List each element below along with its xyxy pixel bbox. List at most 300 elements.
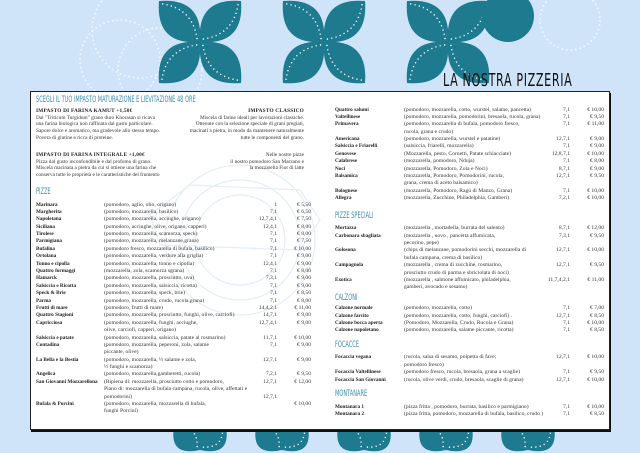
item-price: € 9,50 (590, 262, 604, 269)
item-allergens: 7,3,1 (558, 232, 570, 239)
item-description: pecorino, pepe) (404, 239, 439, 246)
item-description: grana, crema di aceto balsamico) (404, 180, 478, 187)
menu-item (36, 371, 311, 378)
item-description: (mozzarella , salmone affumicato, philadelphia, (404, 276, 511, 283)
item-price: € 8,00 (297, 268, 311, 275)
item-price: € 7,00 (590, 305, 604, 312)
item-price: € 10,00 (587, 150, 604, 157)
item-allergens: 7,1 (270, 268, 277, 275)
item-price: € 10,00 (587, 106, 604, 113)
kamut-line: una farina biologica non raffinata dal gusto particolare. (36, 121, 153, 128)
kamut-line: Dal "Triticum Turgidum" grano duro Khorasan si ricava (36, 114, 155, 121)
item-description: olive, carciofi, capperi, origano) (104, 327, 177, 334)
item-name: Siciliana (36, 223, 56, 230)
item-description: (pomodoro, mozzarella, scamorza, speck) (104, 231, 198, 238)
item-allergens: 1 (274, 201, 277, 208)
item-description: (pomodoro, mozzarella, wurstel e patatine) (404, 136, 501, 143)
item-name: Valtellinese (335, 113, 361, 120)
menu-item-line (36, 224, 311, 231)
item-description: (mozzarella, Pomodoro, Ragù di Manzo, Grana) (404, 187, 513, 194)
item-description: (rucola, olive verdi, crudo, bresaola, scaglie di grana) (404, 376, 524, 383)
menu-item (36, 298, 311, 305)
item-name: Primavera (335, 121, 359, 128)
menu-item-line (36, 275, 311, 282)
item-price: € 9,00 (297, 275, 311, 282)
classico-dough-info (160, 108, 304, 142)
menu-item (36, 357, 311, 372)
item-name: Genovese (335, 150, 357, 157)
menu-item (36, 202, 311, 209)
item-description: (pomodoro, mozzarella, mozzarella di bufala, (104, 401, 207, 408)
menu-item-line (36, 253, 311, 260)
section-heading-calzoni: CALZONI (335, 292, 358, 303)
item-price: € 9,00 (297, 312, 311, 319)
item-allergens: 7,1 (563, 106, 570, 113)
integrale-line: Pizza dal gusto inconfondibile e dal profumo di grano. (36, 158, 152, 165)
integrale-dough-info (36, 152, 160, 179)
item-allergens: 12,4,1 (263, 223, 277, 230)
item-price: € 12,00 (587, 225, 604, 232)
item-description: piccante, olive) (104, 349, 139, 356)
item-description: (salsiccia, friarelli, mozzarella) (404, 143, 474, 150)
item-allergens: 7,1 (270, 253, 277, 260)
item-price: € 9,00 (297, 319, 311, 326)
item-price: € 8,50 (590, 312, 604, 319)
item-name: Angelica (36, 371, 56, 378)
menu-item-continuation (335, 180, 604, 187)
menu-item-line (335, 121, 604, 128)
item-allergens: 12,7,1 (556, 136, 570, 143)
item-description: (pomodoro, mozzarella, melanzane,grana) (104, 238, 199, 245)
item-name: Quattro salumi (335, 106, 369, 113)
item-price: € 9,50 (590, 173, 604, 180)
item-description: (Mozzarella, pesto, Cornetti, Patate schiacciate) (404, 150, 512, 157)
item-name: Focaccia San Giovanni (335, 376, 386, 383)
item-description: (pomodoro, mozzarella, speck, brie) (104, 290, 186, 297)
menu-item (335, 404, 604, 411)
item-allergens: 8,7,1 (558, 225, 570, 232)
menu-item (335, 107, 604, 114)
menu-item-line (335, 277, 604, 284)
item-allergens: 7,1 (563, 369, 570, 376)
item-name: Calabrese (335, 158, 358, 165)
menu-item-line (36, 357, 311, 364)
item-name: Hamarck (36, 275, 57, 282)
menu-item (335, 377, 604, 384)
note-line: la mozzarella Fior di latte (249, 165, 304, 172)
item-name: Quattro formaggi (36, 268, 76, 275)
menu-item (335, 313, 604, 320)
item-name: Bufalina (36, 245, 56, 252)
menu-item (335, 143, 604, 150)
item-price: € 9,50 (590, 369, 604, 376)
menu-item-line (335, 313, 604, 320)
item-price: € 7,50 (297, 216, 311, 223)
menu-item (36, 261, 311, 268)
item-allergens: 12,4,1 (263, 260, 277, 267)
item-name: Allegra (335, 195, 352, 202)
item-allergens: 7,1 (270, 245, 277, 252)
item-price: € 10,00 (294, 245, 311, 252)
menu-item (36, 216, 311, 223)
item-description: (pomodoro, aglio, olio, origano) (104, 201, 177, 208)
item-allergens: 7,1 (563, 410, 570, 417)
item-description: (pomodoro, mozzarella, peperoni, zola, salame (104, 341, 209, 348)
item-description: (mozzarella, zola, scamorza sgrana) (104, 268, 185, 275)
item-description: (mozzarella, Pomodoro, Pomodorini, rucola, (404, 173, 504, 180)
menu-item (335, 262, 604, 277)
menu-item (335, 305, 604, 312)
item-allergens: 12,7,1 (556, 354, 570, 361)
item-allergens: 12,7,1 (263, 356, 277, 363)
pizze-list-right (335, 107, 604, 419)
item-price: € 5,50 (297, 201, 311, 208)
menu-item-continuation (36, 386, 311, 393)
item-allergens: 7,1 (563, 320, 570, 327)
item-description: pomodorini) (104, 393, 132, 400)
menu-item-line (36, 371, 311, 378)
integrale-line: conserva tutte le proprietà e le caratteristiche del frumento (36, 172, 160, 179)
item-price: € 9,50 (590, 113, 604, 120)
item-name: Marinara (36, 201, 58, 208)
integrale-line: Miscela macinata a pietra da cui si ottiene una farina che (36, 165, 157, 172)
item-description: (pomodoro, mozzarella, salame piccante, ricotta) (404, 327, 514, 334)
menu-item (335, 166, 604, 173)
item-description: (pomodoro, mozzarella, crudo, rucola,grana) (104, 297, 205, 304)
item-description: (pomodoro, mozzarella, basilico) (104, 208, 179, 215)
item-allergens: 12,7,4,1 (258, 216, 277, 223)
item-price: € 11,00 (294, 304, 311, 311)
item-description: gamberi, avocado e sesamo) (404, 284, 468, 291)
item-allergens: 7,2,1 (558, 195, 570, 202)
item-name: San Giovanni Mozzarellona (36, 378, 98, 385)
item-price: € 12,00 (294, 378, 311, 385)
item-name: Bolognese (335, 187, 358, 194)
item-allergens: 8,7,1 (558, 165, 570, 172)
menu-item (36, 379, 311, 401)
section-montanare (335, 384, 604, 404)
item-name: Salsiccia e Friarelli (335, 143, 378, 150)
item-description: (pomodoro, mozzarella, prosciutto, funghi, olive, carciofi) (104, 312, 235, 319)
item-name: Frutti di mare (36, 304, 68, 311)
menu-item-line (36, 216, 311, 223)
item-price: € 11,00 (587, 276, 604, 283)
item-description: (Pomodoro, Mozzarella, Crudo, Rucola e Grana) (404, 320, 514, 327)
menu-item-line (36, 312, 311, 319)
item-price: € 10,00 (587, 354, 604, 361)
item-price: € 6,50 (297, 208, 311, 215)
kamut-dough-info (36, 108, 160, 142)
section-calzoni (335, 292, 604, 306)
menu-item (335, 411, 604, 418)
item-description: (pizza fritta , pomodoro, burrata, basilico e parmigiano) (404, 403, 529, 410)
item-name: Parma (36, 297, 51, 304)
item-allergens: 14,4,2,1 (258, 304, 277, 311)
item-allergens: 7,1 (563, 113, 570, 120)
classico-line: Ottenute con la selezione speciale di grani pregiati, (195, 121, 304, 128)
item-allergens: 12,7,1 (263, 393, 277, 400)
menu-item-line (335, 195, 604, 202)
menu-item (36, 275, 311, 282)
classico-line: Miscela di farine ideali per lavorazioni classiche. (200, 114, 304, 121)
item-allergens: 12,7,4,1 (258, 319, 277, 326)
item-price: € 9,00 (297, 253, 311, 260)
item-price: € 8,00 (297, 231, 311, 238)
menu-item-line (335, 262, 604, 269)
teal-circle (482, 0, 534, 42)
item-allergens: 7,1 (270, 231, 277, 238)
classico-dough-title: IMPASTO CLASSICO (248, 108, 304, 114)
item-description: (pomodoro, frutti di mare) (104, 304, 164, 311)
menu-item-line (335, 369, 604, 376)
item-allergens: 7,1 (270, 341, 277, 348)
menu-item-line (36, 238, 311, 245)
item-price: € 7,50 (297, 238, 311, 245)
item-price: € 9,00 (590, 136, 604, 143)
item-description: (pomodoro, mozzarella, acciughe, origano) (104, 216, 201, 223)
menu-item-continuation (335, 284, 604, 291)
menu-item (36, 238, 311, 245)
menu-item-continuation (36, 349, 311, 356)
classico-line: macinati a pietra, in modo da mantenere naturalmente (189, 128, 304, 135)
menu-item-line (335, 247, 604, 254)
kamut-line: Sapore dolce e aromatico, ma gradevole allo stesso tempo. (36, 128, 161, 135)
menu-item (36, 401, 311, 416)
menu-item (335, 173, 604, 188)
classico-line: tutte le componenti del grano. (240, 134, 304, 141)
item-description: (pomodoro, mozzarella, salsiccia, patate al rosmarino) (104, 334, 226, 341)
item-price: € 9,50 (297, 371, 311, 378)
item-allergens: 7,1 (270, 208, 277, 215)
menu-item-line (36, 202, 311, 209)
menu-item (335, 327, 604, 334)
item-price: € 8,00 (590, 158, 604, 165)
item-allergens: 12,7,1 (556, 262, 570, 269)
item-description: (pomodoro, mozzarella, verdure alla griglia) (104, 253, 204, 260)
item-name: Contadina (36, 341, 60, 348)
item-name: Tonno e cipolla (36, 260, 70, 267)
item-allergens: 12,7,1 (556, 312, 570, 319)
item-allergens: 7,1 (270, 238, 277, 245)
item-description: ½ funghi e scamorza) (104, 364, 153, 371)
menu-item (335, 195, 604, 202)
item-allergens: 11,7,4,2,1 (547, 276, 570, 283)
item-name: Balsamica (335, 173, 358, 180)
item-price: € 10,00 (587, 247, 604, 254)
menu-item (335, 247, 604, 262)
item-description: (pomodoro, mozzarella, cotto) (404, 305, 473, 312)
item-allergens: 7,1 (563, 305, 570, 312)
menu-item-continuation (335, 270, 604, 277)
menu-item-line (335, 233, 604, 240)
item-price: € 10,00 (587, 187, 604, 194)
item-allergens: 7,1 (563, 158, 570, 165)
item-allergens: 7,1 (270, 297, 277, 304)
item-description: prosciutto crudo di parma e sbriciolata di noci) (404, 269, 509, 276)
menu-item-continuation (36, 327, 311, 334)
item-name: Americana (335, 136, 360, 143)
item-description: (mozzarella, Pomodoro, Zola e Noci) (404, 165, 488, 172)
item-name: Campagnola (335, 262, 364, 269)
menu-item (36, 290, 311, 297)
item-price: € 8,00 (297, 297, 311, 304)
item-description: (pomodoro, mozzarella, funghi, acciughe, (104, 319, 198, 326)
item-allergens: 7,1 (563, 327, 570, 334)
menu-item-continuation (36, 394, 311, 401)
item-description: (pomodoro, mozzarella, ½ salame e zola, (104, 356, 197, 363)
item-allergens: 12,7,1 (263, 378, 277, 385)
note-line: Nelle nostre pizze (265, 152, 304, 158)
item-name: Montanara 2 (335, 410, 364, 417)
item-name: Calzone bocca aperta (335, 320, 383, 327)
menu-item (335, 354, 604, 369)
menu-item (335, 369, 604, 376)
item-name: Napoletana (36, 216, 62, 223)
item-price: € 8,50 (590, 327, 604, 334)
item-name: Quattro Stagioni (36, 312, 74, 319)
kamut-line: Povera di glutine e ricca di proteine. (36, 134, 113, 141)
item-description: rucola, grana e crudo) (404, 128, 454, 135)
menu-item-line (36, 290, 311, 297)
ingredients-note (180, 152, 304, 172)
menu-item (36, 253, 311, 260)
menu-item (36, 320, 311, 335)
item-price: € 11,00 (587, 121, 604, 128)
item-price: € 10,00 (294, 401, 311, 408)
item-price: € 8,50 (590, 410, 604, 417)
item-allergens: 12,7,1 (556, 173, 570, 180)
menu-item-line (335, 166, 604, 173)
menu-item-line (335, 404, 604, 411)
item-name: Focaccia vegana (335, 354, 372, 361)
item-price: € 9,00 (297, 282, 311, 289)
item-allergens: 14,7,1 (263, 312, 277, 319)
item-description: (pomodoro, mozzarella, pomodorini, bresaola, rucola, grana) (404, 113, 541, 120)
item-allergens: 7,3,1 (265, 275, 277, 282)
pizze-heading: PIZZE (36, 187, 51, 197)
menu-item-line (36, 335, 311, 342)
menu-item (335, 121, 604, 136)
item-price: € 10,00 (587, 376, 604, 383)
item-name: Tirolese (36, 231, 54, 238)
menu-item-line (335, 377, 604, 384)
item-price: € 8,00 (297, 223, 311, 230)
item-allergens: 12,7,1 (556, 247, 570, 254)
menu-item (335, 277, 604, 292)
menu-item-line (335, 107, 604, 114)
item-allergens: 7,1 (270, 290, 277, 297)
menu-item (36, 335, 311, 342)
kamut-dough-title: IMPASTO DI FARINA KAMUT +1,50€ (36, 108, 133, 114)
item-description: (pomodoro, mozzarella, prosciutto, uva) (104, 275, 195, 282)
section-speciali (335, 203, 604, 226)
menu-item-continuation (335, 129, 604, 136)
item-price: € 10,00 (294, 334, 311, 341)
item-allergens: 12,7,1 (556, 376, 570, 383)
item-allergens: 7,1 (563, 403, 570, 410)
item-description: (pomodoro, mozzarella, cotto, wurstel, salame, pancetta) (404, 106, 532, 113)
menu-item-line (335, 411, 604, 418)
item-name: Mortazza (335, 225, 357, 232)
item-name: Carbonara sbagliata (335, 232, 381, 239)
note-line: il nostro pomodoro San Marzano e (230, 158, 304, 165)
item-description: (mozzarella , crema di zucchine, rosmarino, (404, 262, 503, 269)
section-focacce (335, 335, 604, 355)
item-name: Margherita (36, 208, 62, 215)
menu-item (36, 224, 311, 231)
item-description: (mozzarella, pomodoro, Nduja) (404, 158, 475, 165)
dough-section-heading: SCEGLI IL TUO IMPASTO MATURAZIONE E LIEVITAZIONE 48 ORE (36, 95, 196, 105)
pizze-list-left (36, 202, 311, 416)
item-name: Capricciosa (36, 319, 63, 326)
menu-item (36, 312, 311, 319)
item-price: € 8,50 (297, 290, 311, 297)
item-price: € 9,00 (297, 260, 311, 267)
item-description: (pomodoro fresco, mozzarella di bufala, basilico) (104, 245, 215, 252)
item-allergens: 7,1 (563, 121, 570, 128)
menu-item-line (335, 327, 604, 334)
item-name: Ortolana (36, 253, 57, 260)
item-description: funghi Porcini) (104, 408, 139, 415)
item-description: bufala campana, crema di basilico) (404, 254, 483, 261)
item-description: Piano di: mozzarella di bufala campana, rucola, olive, affettati e (104, 386, 248, 393)
item-description: (pomodoro fresco, rucola, bresaola, grana a scaglie) (404, 369, 521, 376)
item-description: (pomodoro, mozzarella di bufala, pomodoro fresco, (404, 121, 520, 128)
section-heading-speciali: PIZZE SPECIALI (335, 210, 374, 221)
item-description: (pomodoro, acciughe, olive, origano, capperi) (104, 223, 207, 230)
item-description: (mozzarella, Zucchine, Philadelphia, Gamberi) (404, 195, 509, 202)
menu-item-line (36, 261, 311, 268)
item-allergens: 7,1 (563, 187, 570, 194)
item-description: (mozzarella , uovo , pancetta affumicata, (404, 232, 496, 239)
item-name: Golosona (335, 247, 356, 254)
item-allergens: 7,2,1 (265, 371, 277, 378)
item-allergens: 11,7,1 (263, 334, 277, 341)
item-name: La Bella e la Bestia (36, 356, 79, 363)
item-name: Salsiccia e patate (36, 334, 74, 341)
item-name: Calzone farcito (335, 312, 369, 319)
item-allergens: 7,1 (563, 143, 570, 150)
section-heading-focacce: FOCACCE (335, 339, 359, 350)
restaurant-title: LA NOSTRA PIZZERIA (443, 70, 573, 91)
item-description: (pomodoro, mozzarella, salsiccia, ricotta) (104, 282, 197, 289)
item-price: € 9,50 (590, 232, 604, 239)
item-name: Calzone napoletano (335, 327, 379, 334)
item-description: (chips di melanzane, pomodorini secchi, mozzarella di (404, 247, 527, 254)
menu-item-line (335, 143, 604, 150)
item-description: pomodoro fresco) (404, 361, 444, 368)
item-description: (rucola, salsa di sesamo, polpetta di fave; (404, 354, 497, 361)
item-price: € 9,00 (297, 356, 311, 363)
item-name: Parmigiana (36, 238, 62, 245)
integrale-dough-title: IMPASTO DI FARINA INTEGRALE +1,00€ (36, 152, 145, 158)
item-allergens: 12,8,7,1 (551, 150, 570, 157)
item-description: (Ripiena di: mozzarella, prosciutto cotto e pomodoro, (104, 378, 224, 385)
menu-item-continuation (36, 408, 311, 415)
section-heading-montanare: MONTANARE (335, 389, 368, 399)
item-name: Exotica (335, 276, 352, 283)
item-name: Calzone normale (335, 305, 373, 312)
item-name: Focaccia Valtellinese (335, 369, 381, 376)
item-description: (pizza fritta, pomodoro, mozzarella di bufala, basilico, crudo ) (404, 410, 544, 417)
menu-item-line (36, 401, 311, 408)
item-allergens: 7,1 (270, 282, 277, 289)
item-price: € 9,00 (297, 341, 311, 348)
item-name: Montanara 1 (335, 403, 364, 410)
item-description: (pomodoro, mozzarella, cotto, funghi, carciofi) . (404, 312, 513, 319)
item-price: € 10,00 (587, 320, 604, 327)
item-name: Bufala & Porcini (36, 401, 74, 408)
